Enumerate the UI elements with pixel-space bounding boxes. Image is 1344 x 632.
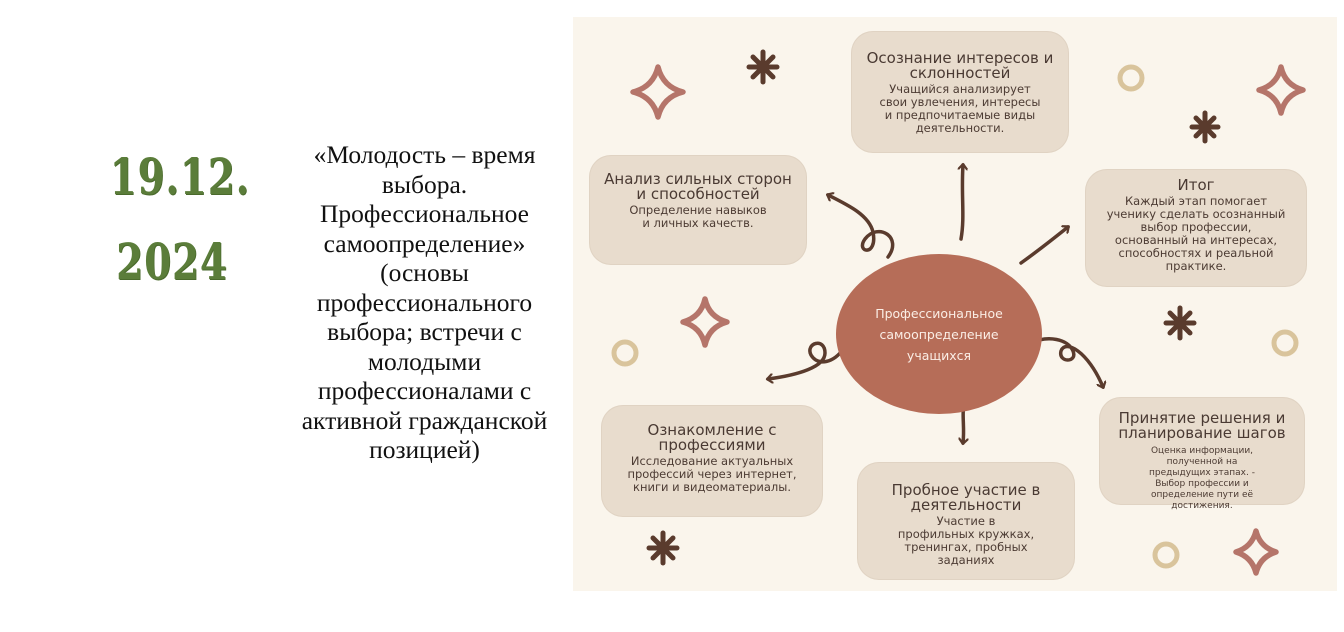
card-acquaint-title: Ознакомление с профессиями: [647, 421, 777, 454]
arrow-left: [768, 343, 843, 379]
card-acquaint-body: Исследование актуальных профессий через интернет, книги и видеоматериалы.: [627, 454, 797, 494]
card-trial-body: Участие в профильных кружках, тренингах, пробных заданиях: [897, 514, 1035, 567]
card-decision-body: Оценка информации, полученной на предыдущих этапах. - Выбор профессии и определение пути её достижения.: [1149, 446, 1255, 511]
arrow-upper-left: [828, 195, 893, 257]
card-trial-title: Пробное участие в деятельности: [891, 481, 1041, 514]
card-awareness: [851, 31, 1069, 153]
card-result-body: Каждый этап помогает ученику сделать осознанный выбор профессии, основанный на интересах, способностях и реальной практике.: [1106, 194, 1286, 273]
card-acquaint: [601, 405, 823, 517]
arrow-up: [961, 165, 963, 239]
card-strengths-body: Определение навыков и личных качеств.: [629, 203, 767, 230]
ring-icon: [1155, 544, 1177, 566]
card-strengths: [589, 155, 807, 265]
asterisk-icon: [1166, 308, 1194, 338]
asterisk-icon: [649, 533, 677, 563]
infographic-panel: [573, 17, 1337, 591]
ring-icon: [614, 342, 636, 364]
ring-icon: [1120, 67, 1142, 89]
event-description: «Молодость – время выбора. Профессиональное самоопределение» (основы профессионального выбора; встречи с молодыми профессионалами с активной гражданской позицией): [301, 140, 548, 464]
card-strengths-title: Анализ сильных сторон и способностей: [604, 170, 792, 203]
card-decision: [1099, 397, 1305, 511]
ring-icon: [1274, 332, 1296, 354]
arrow-right: [1031, 339, 1103, 387]
asterisk-icon: [1192, 113, 1218, 141]
center-node-label: Профессиональное самоопределение учащихся: [875, 305, 1003, 363]
sparkle-icon: [1259, 67, 1303, 113]
card-result: [1085, 169, 1307, 287]
sparkle-icon: [683, 299, 727, 345]
sparkle-icon: [633, 67, 683, 117]
date-day-month: 19.12.: [109, 147, 250, 206]
card-trial: [857, 462, 1075, 580]
asterisk-icon: [749, 52, 777, 82]
date-year: 2024: [116, 232, 228, 291]
card-awareness-body: Учащийся анализирует свои увлечения, интересы и предпочитаемые виды деятельности.: [879, 82, 1041, 135]
card-decision-title: Принятие решения и планирование шагов: [1118, 409, 1286, 442]
arrow-upper-right: [1021, 227, 1068, 263]
center-node: [836, 254, 1042, 414]
card-awareness-title: Осознание интересов и склонностей: [866, 49, 1054, 82]
sparkle-icon: [1236, 531, 1276, 573]
card-result-title: Итог: [1177, 176, 1215, 194]
